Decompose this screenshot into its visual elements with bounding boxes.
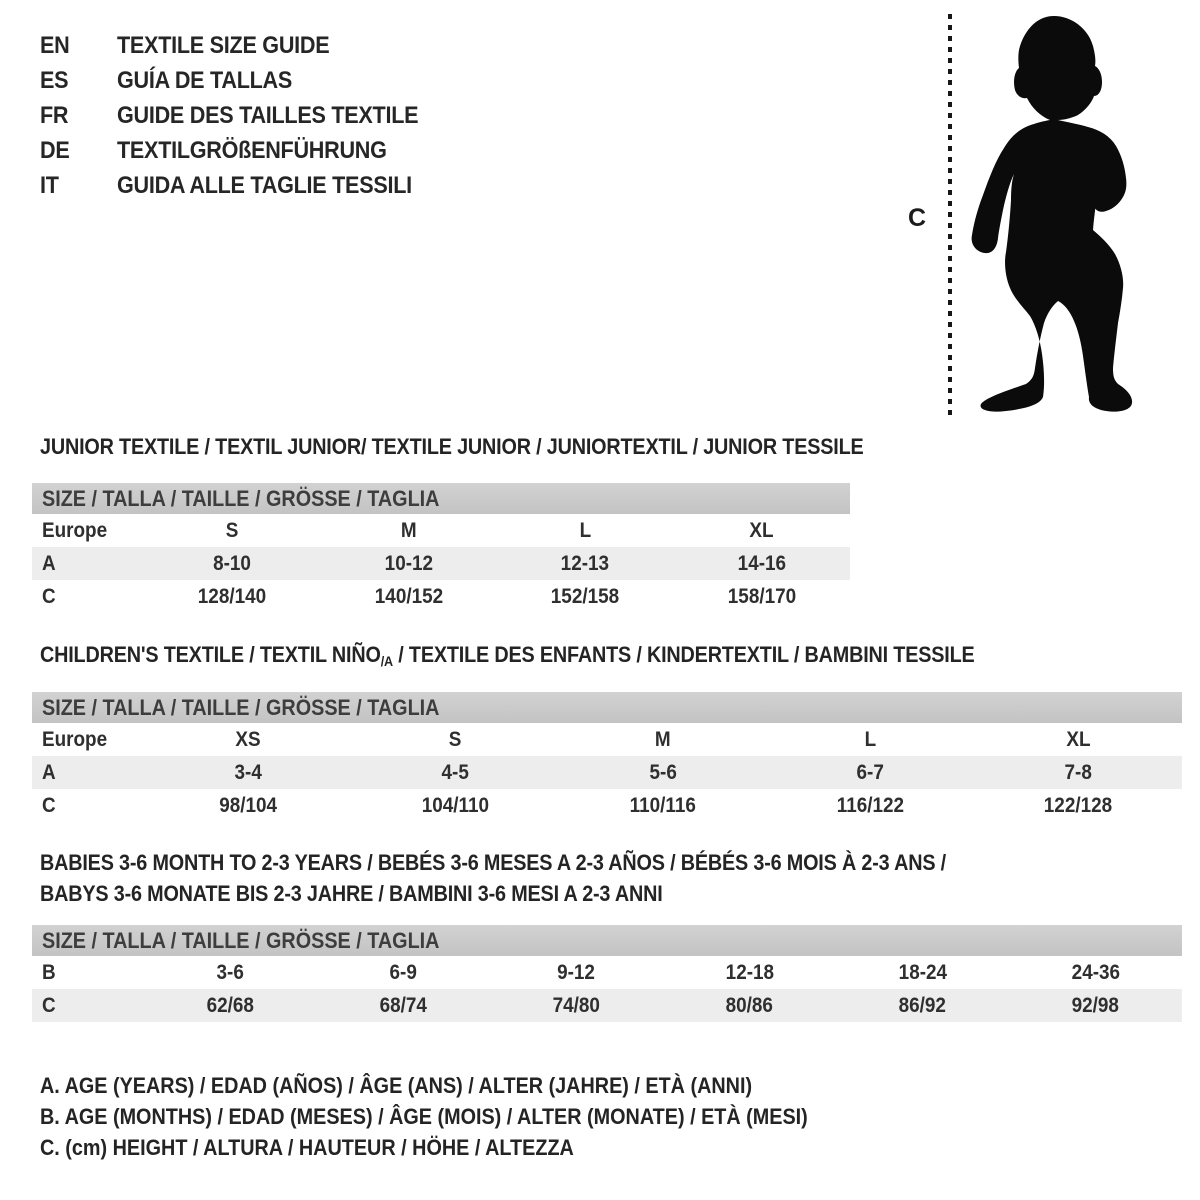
babies-title-line1: BABIES 3-6 MONTH TO 2-3 YEARS / BEBÉS 3-6 MESES A 2-3 AÑOS / BÉBÉS 3-6 MOIS À 2-3 ANS / [40,849,946,875]
size-cell: M [400,518,417,542]
table-row-europe [32,723,1182,756]
row-label: B [42,960,56,984]
height-cell: 110/116 [629,793,697,817]
table-row-height [32,989,1182,1022]
months-cell: 18-24 [898,960,947,984]
language-title: TEXTILGRÖßENFÜHRUNG [117,136,387,164]
language-title: GUIDE DES TAILLES TEXTILE [117,101,419,129]
children-title-pre: CHILDREN'S TEXTILE / TEXTIL NIÑO [40,642,381,667]
height-cell: 80/86 [725,993,774,1017]
language-code: EN [40,31,70,59]
measurement-legend [40,1070,893,1163]
age-cell: 7-8 [1064,760,1092,784]
height-cell: 128/140 [198,584,267,608]
table-row-height [32,789,1182,822]
language-code: IT [40,171,59,199]
language-title: GUÍA DE TALLAS [117,66,293,94]
months-cell: 3-6 [216,960,245,984]
legend-line-a [40,1070,893,1101]
size-cell: L [864,727,877,751]
height-measure-dashed-line [948,14,952,416]
children-title-post: / TEXTILE DES ENFANTS / KINDERTEXTIL / BAMBINI TESSILE [392,642,975,667]
height-cell: 152/158 [551,584,620,608]
height-cell: 68/74 [379,993,428,1017]
table-row-age [32,547,850,580]
months-cell: 9-12 [557,960,596,984]
size-cell: XS [235,727,261,751]
legend-line-b-text: B. AGE (MONTHS) / EDAD (MESES) / ÂGE (MOIS) / ALTER (MONATE) / ETÀ (MESI) [40,1103,808,1129]
size-cell: L [579,518,592,542]
row-label: C [42,793,56,817]
size-cell: M [655,727,671,751]
language-title: TEXTILE SIZE GUIDE [117,31,330,59]
legend-line-b [40,1101,893,1132]
babies-section-title [40,847,1047,909]
children-title-subscript: /A [380,653,393,669]
age-cell: 5-6 [649,760,677,784]
height-cell: 104/110 [421,793,490,817]
language-row [40,168,452,203]
language-code: FR [40,101,69,129]
table-header-bar [32,925,1182,956]
age-cell: 14-16 [737,551,786,575]
height-cell: 62/68 [206,993,255,1017]
legend-line-c [40,1132,893,1163]
age-cell: 6-7 [856,760,885,784]
age-cell: 10-12 [384,551,433,575]
language-row [40,98,452,133]
legend-line-a-text: A. AGE (YEARS) / EDAD (AÑOS) / ÂGE (ANS) / ALTER (JAHRE) / ETÀ (ANNI) [40,1072,753,1098]
junior-section-title [40,434,955,460]
months-cell: 6-9 [389,960,418,984]
height-cell: 98/104 [218,793,277,817]
language-code: ES [40,66,69,94]
table-row-europe [32,514,850,547]
table-row-height [32,580,850,613]
age-cell: 4-5 [441,760,470,784]
junior-section-title-text: JUNIOR TEXTILE / TEXTIL JUNIOR/ TEXTILE JUNIOR / JUNIORTEXTIL / JUNIOR TESSILE [40,434,864,459]
children-section-title-text [40,642,975,668]
language-header [40,28,452,203]
table-header-label: SIZE / TALLA / TAILLE / GRÖSSE / TAGLIA [42,927,440,953]
height-cell: 122/128 [1043,793,1113,817]
size-cell: XL [749,518,774,542]
table-row-months [32,956,1182,989]
row-label: Europe [42,727,108,751]
babies-size-table [32,925,1182,1022]
height-cell: 74/80 [552,993,601,1017]
legend-line-c-text: C. (cm) HEIGHT / ALTURA / HAUTEUR / HÖHE / ALTEZZA [40,1134,574,1160]
months-cell: 24-36 [1071,960,1120,984]
row-label: A [42,760,56,784]
height-cell: 86/92 [898,993,947,1017]
table-header-label: SIZE / TALLA / TAILLE / GRÖSSE / TAGLIA [42,485,440,511]
table-header-bar [32,692,1182,723]
language-row [40,63,452,98]
height-cell: 116/122 [836,793,905,817]
height-measure-label-c: C [908,204,927,232]
age-cell: 3-4 [234,760,262,784]
size-cell: S [225,518,239,542]
language-row [40,28,452,63]
table-row-age [32,756,1182,789]
height-cell: 140/152 [374,584,443,608]
height-cell: 158/170 [727,584,796,608]
age-cell: 12-13 [561,551,610,575]
toddler-silhouette-icon [966,8,1141,423]
language-title: GUIDA ALLE TAGLIE TESSILI [117,171,412,199]
size-cell: S [449,727,462,751]
row-label: Europe [42,518,108,542]
junior-size-table [32,483,850,613]
table-header-label: SIZE / TALLA / TAILLE / GRÖSSE / TAGLIA [42,694,440,720]
language-row [40,133,452,168]
babies-title-line2: BABYS 3-6 MONATE BIS 2-3 JAHRE / BAMBINI 3-6 MESI A 2-3 ANNI [40,880,663,906]
row-label: A [42,551,56,575]
row-label: C [42,993,56,1017]
size-cell: XL [1066,727,1091,751]
row-label: C [42,584,56,608]
months-cell: 12-18 [725,960,774,984]
children-size-table [32,692,1182,822]
height-cell: 92/98 [1071,993,1120,1017]
children-section-title [40,642,1078,668]
table-header-bar [32,483,850,514]
age-cell: 8-10 [213,551,252,575]
language-code: DE [40,136,70,164]
